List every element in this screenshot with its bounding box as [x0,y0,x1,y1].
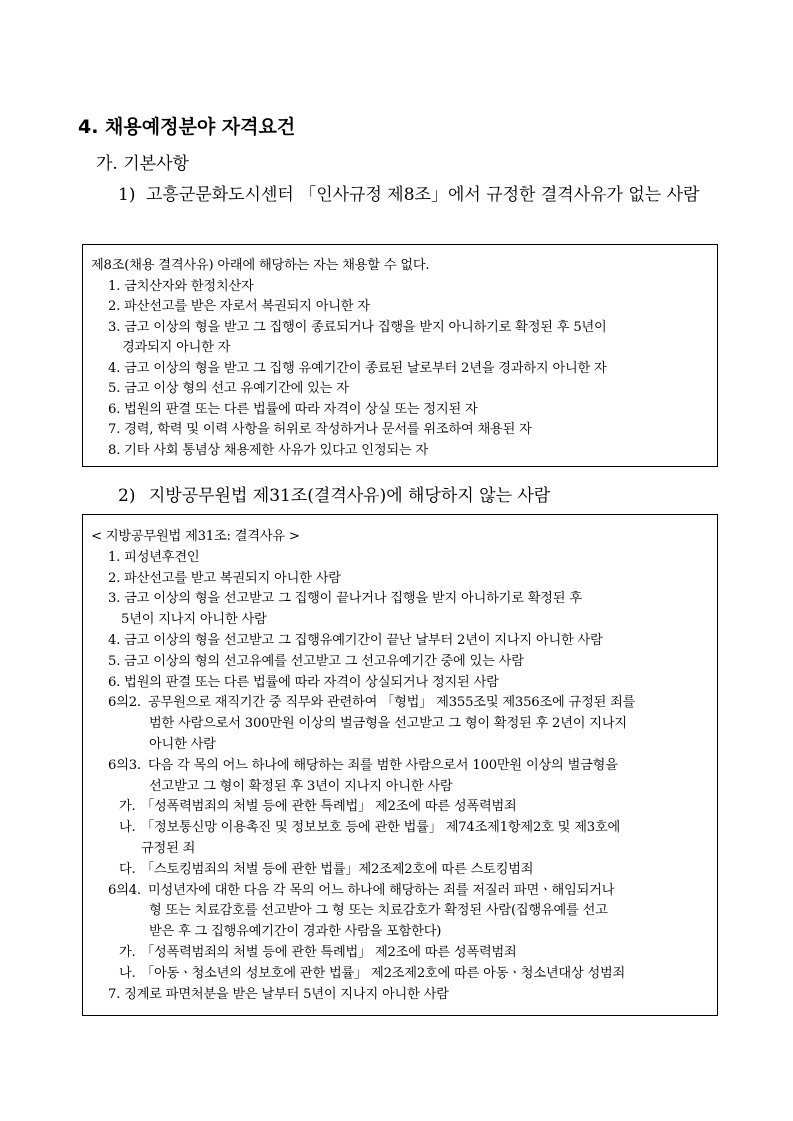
list-item: 5. 금고 이상 형의 선고 유예기간에 있는 자 [108,381,349,396]
list-item: 5. 금고 이상의 형의 선고유예를 선고받고 그 선고유예기간 중에 있는 사람 [108,653,524,669]
list-item: 7. 경력, 학력 및 이력 사항을 허위로 작성하거나 문서를 위조하여 채용된 자 [108,422,532,437]
subsection-title: 가. 기본사항 [96,154,189,174]
sub-item [91,797,709,818]
section-title: 4. 채용예정분야 자격요건 [78,116,296,138]
box-heading: 제8조(채용 결격사유) 아래에 해당하는 자는 채용할 수 없다. [91,258,430,273]
list-item: 3. 금고 이상의 형을 선고받고 그 집행이 끝나거나 집행을 받지 아니하기로 확정된 후 [108,591,582,607]
item-label: 6의2. [108,695,141,711]
item-text: 공무원으로 재직기간 중 직무와 관련하여 「형법」 제355조및 제356조에 규정된 죄를 [148,695,636,711]
item-text: 지방공무원법 제31조(결격사유)에 해당하지 않는 사람 [148,486,551,506]
sub-item-label: 가. [119,944,136,960]
sub-item-text: 「아동ㆍ청소년의 성보호에 관한 법률」 제2조제2호에 따른 아동ㆍ청소년대상 성범죄 [141,965,626,981]
list-item: 2. 파산선고를 받고 복권되지 아니한 사람 [108,570,341,586]
list-item: 7. 징계로 파면처분을 받은 날부터 5년이 지나지 아니한 사람 [108,986,449,1002]
list-item-continuation: 형 또는 치료감호를 선고받아 그 형 또는 치료감호가 확정된 사람(집행유예를 선고 [149,903,608,919]
list-item: 4. 금고 이상의 형을 받고 그 집행 유예기간이 종료된 날로부터 2년을 경과하지 아니한 자 [108,360,607,376]
sub-item-label: 나. [119,820,136,836]
item-number: 1) [118,185,136,205]
item-number: 2) [118,486,136,506]
list-item: 1. 금치산자와 한정치산자 [108,278,254,294]
requirement-item-1 [118,180,738,210]
sub-item-text: 「성폭력범죄의 처벌 등에 관한 특례법」 제2조에 따른 성폭력범죄 [141,799,517,815]
list-item: 6. 법원의 판결 또는 다른 법률에 따라 자격이 상실 또는 정지된 자 [108,401,478,417]
list-item-continuation: 아니한 사람 [149,736,216,752]
list-item-continuation: 범한 사람으로서 300만원 이상의 벌금형을 선고받고 그 형이 확정된 후 2년이 지나지 [149,716,627,732]
sub-item-text: 「성폭력범죄의 처벌 등에 관한 특례법」 제2조에 따른 성폭력범죄 [141,944,517,960]
sub-item-label: 나. [119,965,136,981]
item-text: 고흥군문화도시센터 「인사규정 제8조」에서 규정한 결격사유가 없는 사람 [146,185,700,205]
sub-item [91,964,709,985]
list-item [91,881,709,902]
list-item-continuation: 5년이 지나지 아니한 사람 [121,612,267,628]
box-heading: < 지방공무원법 제31조: 결격사유 > [91,529,300,544]
list-item: 1. 피성년후견인 [108,549,200,565]
sub-item [91,860,709,881]
item-label: 6의3. [108,757,141,773]
requirement-item-2 [118,481,550,506]
item-text: 다음 각 목의 어느 하나에 해당하는 죄를 범한 사람으로서 100만원 이상의 벌금형을 [148,757,618,773]
list-item: 2. 파산선고를 받은 자로서 복권되지 아니한 자 [108,299,370,314]
disqualification-box-2 [82,514,718,1016]
item-label: 6의4. [108,882,141,898]
list-item-continuation: 경과되지 아니한 자 [122,340,231,355]
sub-item [91,818,709,839]
list-item-continuation: 받은 후 그 집행유예기간이 경과한 사람을 포함한다) [149,924,442,940]
list-item: 3. 금고 이상의 형을 받고 그 집행이 종료되거나 집행을 받지 아니하기로 확정된 후 5년이 [108,319,607,335]
list-item: 8. 기타 사회 통념상 채용제한 사유가 있다고 인정되는 자 [108,442,428,458]
list-item [91,756,709,777]
sub-item-text: 「스토킹범죄의 처벌 등에 관한 법률」제2조제2호에 따른 스토킹범죄 [141,861,534,877]
sub-item [91,943,709,964]
sub-item-continuation: 규정된 죄 [141,840,196,856]
sub-item-label: 다. [119,861,136,877]
sub-item-text: 「정보통신망 이용촉진 및 정보보호 등에 관한 법률」 제74조제1항제2호 및 제3호에 [141,820,621,836]
list-item: 4. 금고 이상의 형을 선고받고 그 집행유예기간이 끝난 날부터 2년이 지나지 아니한 사람 [108,632,603,648]
sub-item-label: 가. [119,799,136,815]
list-item [91,693,709,714]
list-item: 6. 법원의 판결 또는 다른 법률에 따라 자격이 상실되거나 정지된 사람 [108,674,499,690]
list-item-continuation: 선고받고 그 형이 확정된 후 3년이 지나지 아니한 사람 [149,778,453,794]
item-text: 미성년자에 대한 다음 각 목의 어느 하나에 해당하는 죄를 저질러 파면ㆍ해임되거나 [148,882,615,898]
disqualification-box-1 [82,244,718,467]
